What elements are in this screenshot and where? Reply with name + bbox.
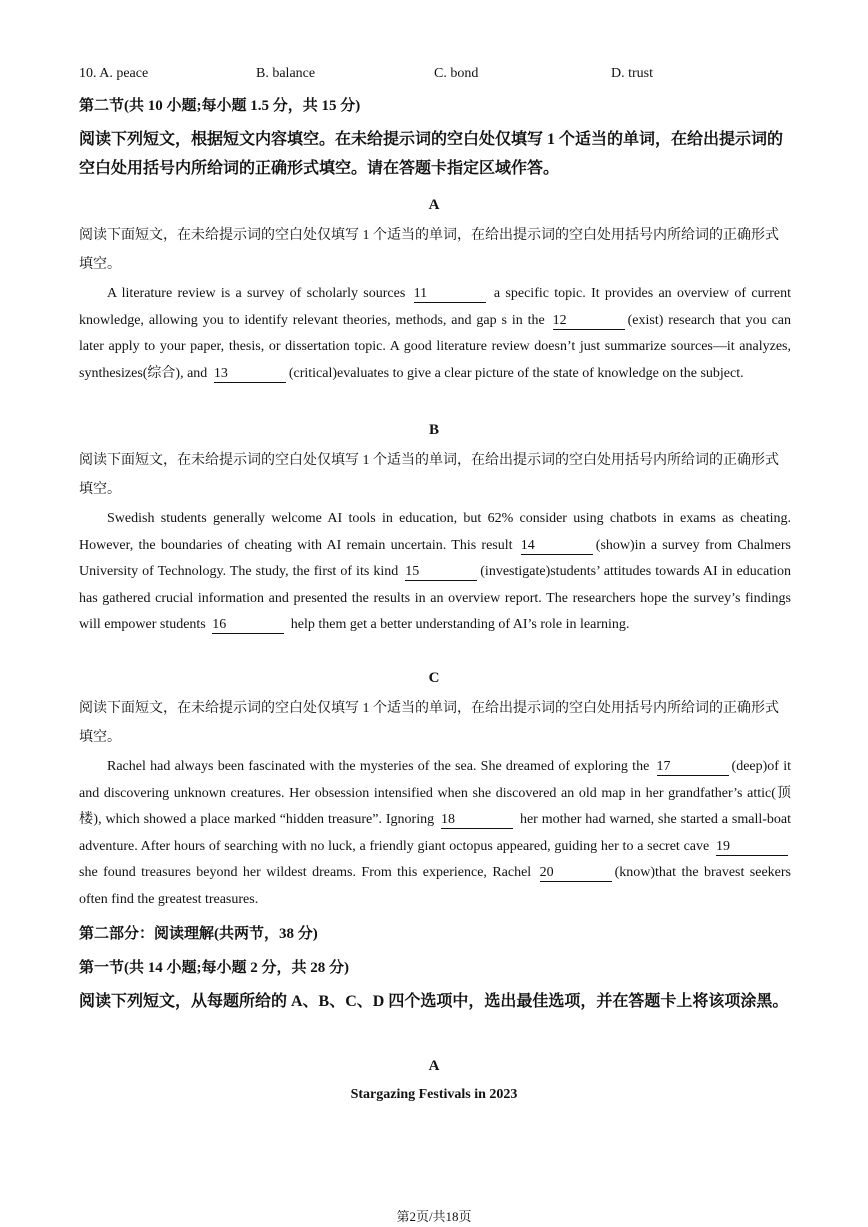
question-10-options <box>79 66 791 86</box>
blank-14[interactable]: 14 <box>521 538 593 555</box>
passage-a-text <box>79 281 791 387</box>
page-number: 第2页/共18页 <box>396 1209 472 1224</box>
question-10-option-c: C. bond <box>434 66 479 81</box>
blank-16[interactable]: 16 <box>212 617 284 634</box>
blank-15[interactable]: 15 <box>405 564 477 581</box>
option-text: A. peace <box>99 66 149 81</box>
passage-text: (know)that the bravest seekers often find the greatest treasures. <box>79 865 791 907</box>
passage-c-instruction: 阅读下面短文，在未给提示词的空白处仅填写 1 个适当的单词，在给出提示词的空白处用括号内所给词的正确形式填空。 <box>79 701 779 745</box>
question-number: 10. <box>79 66 97 81</box>
blank-11[interactable]: 11 <box>414 286 486 303</box>
passage-text: (show)in a survey from Chalmers University of Technology. The study, the first of its kind <box>79 537 792 579</box>
blank-19[interactable]: 19 <box>716 839 788 856</box>
blank-20[interactable]: 20 <box>540 865 612 882</box>
passage-text: A literature review is a survey of scholarly sources <box>107 286 406 301</box>
passage-c-text <box>79 754 791 913</box>
passage-text: Rachel had always been fascinated with the mysteries of the sea. She dreamed of exploring the <box>107 759 650 774</box>
blank-13[interactable]: 13 <box>214 366 286 383</box>
passage-b-text <box>79 506 791 639</box>
passage-text: a specific topic. It provides an overview of current knowledge, allowing you to identify relevant theories, methods, and gap s in the <box>79 286 791 328</box>
part-2-section-1-heading: 第一节(共 14 小题;每小题 2 分，共 28 分) <box>79 960 349 976</box>
passage-text: (critical)evaluates to give a clear picture of the state of knowledge on the subject. <box>288 365 744 381</box>
reading-a-letter: A <box>428 1058 440 1074</box>
question-10-option-b: B. balance <box>256 66 316 81</box>
part-2-instruction: 阅读下列短文，从每题所给的 A、B、C、D 四个选项中，选出最佳选项，并在答题卡上将该项涂黑。 <box>79 993 789 1010</box>
passage-text: her mother had warned, she started a small-boat adventure. After hours of searching with no luck, a friendly giant octopus appeared, guiding her to a secret cave <box>79 812 792 854</box>
question-10-option-d: D. trust <box>611 66 653 81</box>
passage-c-letter: C <box>428 670 440 686</box>
blank-12[interactable]: 12 <box>553 313 625 330</box>
section-instruction: 阅读下列短文，根据短文内容填空。在未给提示词的空白处仅填写 1 个适当的单词，在给出提示词的空白处用括号内所给词的正确形式填空。请在答题卡指定区域作答。 <box>79 131 784 177</box>
passage-a-letter: A <box>428 197 440 213</box>
passage-text: (investigate)students’ attitudes towards AI in education has gathered crucial information and presented the results in an overview report. The researchers hope the survey’s findings will empower students <box>79 564 792 632</box>
blank-17[interactable]: 17 <box>657 759 729 776</box>
passage-b-instruction: 阅读下面短文，在未给提示词的空白处仅填写 1 个适当的单词，在给出提示词的空白处用括号内所给词的正确形式填空。 <box>79 453 779 497</box>
passage-b-letter: B <box>428 422 439 438</box>
passage-a-instruction: 阅读下面短文，在未给提示词的空白处仅填写 1 个适当的单词，在给出提示词的空白处用括号内所给词的正确形式填空。 <box>79 228 779 272</box>
passage-text: (exist) research that you can later apply to your paper, thesis, or dissertation topic. A good literature review doesn’t just summarize sources—it analyzes, synthesizes(综合), and <box>79 312 791 381</box>
passage-text: she found treasures beyond her wildest dreams. From this experience, Rachel <box>79 865 532 880</box>
section-heading: 第二节(共 10 小题;每小题 1.5 分，共 15 分) <box>79 98 361 114</box>
passage-text: Swedish students generally welcome AI tools in education, but 62% consider using chatbots in exams as cheating. However, the boundaries of cheating with AI remain uncertain. This result <box>79 511 791 553</box>
blank-18[interactable]: 18 <box>441 812 513 829</box>
question-10-option-a <box>79 66 148 82</box>
passage-text: (deep)of it and discovering unknown creatures. Her obsession intensified when she discovered an old map in her grandfather’s attic(顶楼), which showed a place marked “hidden treasure”. Ignoring <box>79 759 791 827</box>
reading-a-title: Stargazing Festivals in 2023 <box>350 1087 518 1102</box>
passage-text: help them get a better understanding of AI’s role in learning. <box>290 617 630 632</box>
part-2-heading: 第二部分：阅读理解(共两节，38 分) <box>79 926 318 942</box>
